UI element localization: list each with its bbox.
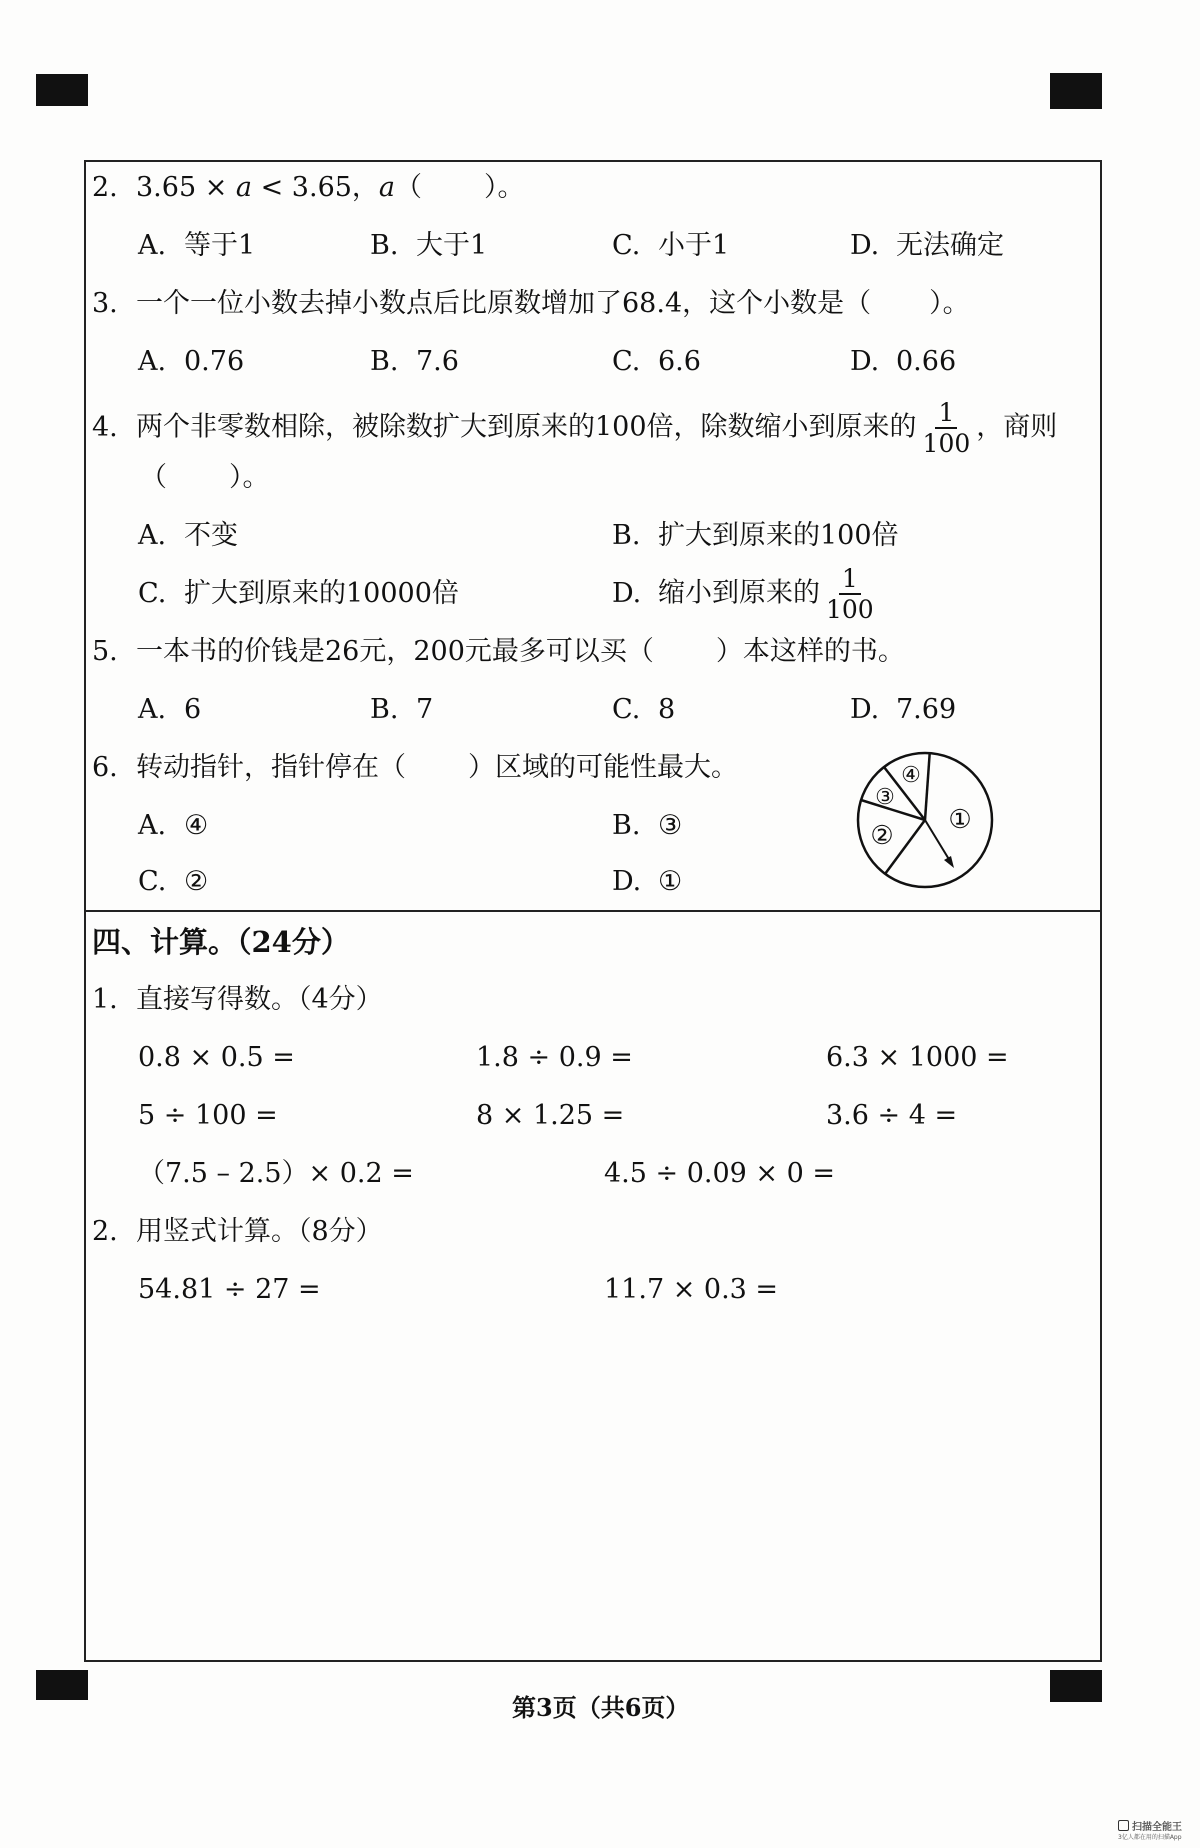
q6-option-c: C. ② (138, 866, 209, 897)
calc-item: 5 ÷ 100 = (138, 1100, 278, 1131)
q3-option-b: B. 7.6 (370, 346, 459, 377)
spinner-pointer (925, 820, 950, 861)
registration-mark-top-left (36, 74, 88, 106)
q5-option-c: C. 8 (612, 694, 676, 725)
q3-option-c: C. 6.6 (612, 346, 701, 377)
fraction: $\frac{1}{100}$ (922, 398, 971, 458)
q4-option-a: A. 不变 (138, 520, 238, 551)
spinner-divider (925, 753, 930, 820)
spinner-label-4: ④ (901, 763, 921, 788)
registration-mark-bottom-right (1050, 1670, 1102, 1702)
q2-option-d: D. 无法确定 (850, 230, 1004, 261)
question-6: 6. 转动指针，指针停在（ ）区域的可能性最大。 (92, 752, 738, 783)
q6-option-b: B. ③ (612, 810, 683, 841)
question-5: 5. 一本书的价钱是26元，200元最多可以买（ ）本这样的书。 (92, 636, 905, 667)
q2-option-b: B. 大于1 (370, 230, 488, 261)
q3-option-a: A. 0.76 (138, 346, 245, 377)
q5-option-b: B. 7 (370, 694, 434, 725)
question-4: 4. 两个非零数相除，被除数扩大到原来的100倍，除数缩小到原来的 $\frac{1}{100}$ ，商则 (92, 398, 1058, 458)
question-3: 3. 一个一位小数去掉小数点后比原数增加了68.4，这个小数是（ ）。 (92, 288, 970, 319)
q6-option-d: D. ① (612, 866, 683, 897)
spinner-label-1: ① (948, 805, 972, 835)
scanner-logo-icon (1118, 1820, 1129, 1831)
calc-item: 1.8 ÷ 0.9 = (476, 1042, 633, 1073)
q2-option-a: A. 等于1 (138, 230, 256, 261)
spinner-diagram (850, 740, 1000, 900)
part-2-title: 2. 用竖式计算。（8分） (92, 1216, 383, 1247)
scanner-watermark-title: 扫描全能王 (1132, 1822, 1182, 1833)
calc-item: （7.5 – 2.5）× 0.2 = (138, 1158, 414, 1189)
question-4-answer-line: （ ）。 (140, 462, 270, 493)
page-number: 第3页（共6页） (512, 1693, 690, 1722)
spinner-pointer-head (944, 856, 954, 868)
registration-mark-bottom-left (36, 1670, 88, 1700)
scanner-watermark-subtitle: 3亿人都在用的扫描App (1118, 1834, 1182, 1841)
q5-option-d: D. 7.69 (850, 694, 957, 725)
q5-option-a: A. 6 (138, 694, 202, 725)
registration-mark-top-right (1050, 73, 1102, 109)
q3-option-d: D. 0.66 (850, 346, 957, 377)
spinner-label-3: ③ (875, 785, 895, 810)
calc-item: 54.81 ÷ 27 = (138, 1274, 321, 1305)
q2-option-c: C. 小于1 (612, 230, 730, 261)
spinner-label-2: ② (870, 821, 894, 851)
part-1-title: 1. 直接写得数。（4分） (92, 984, 383, 1015)
scanner-watermark (1118, 1818, 1198, 1844)
calc-item: 3.6 ÷ 4 = (826, 1100, 958, 1131)
calc-item: 0.8 × 0.5 = (138, 1042, 295, 1073)
q4-option-b: B. 扩大到原来的100倍 (612, 520, 899, 551)
calc-item: 4.5 ÷ 0.09 × 0 = (604, 1158, 836, 1189)
fraction: $\frac{1}{100}$ (826, 564, 874, 624)
calc-item: 8 × 1.25 = (476, 1100, 625, 1131)
section-4-title: 四、计算。（24分） (92, 925, 350, 959)
calc-item: 6.3 × 1000 = (826, 1042, 1009, 1073)
question-2: 2. 3.65 × a < 3.65，a（ ）。 (92, 172, 525, 203)
q4-option-c: C. 扩大到原来的10000倍 (138, 578, 459, 609)
q6-option-a: A. ④ (138, 810, 209, 841)
calc-item: 11.7 × 0.3 = (604, 1274, 779, 1305)
q4-option-d: D. 缩小到原来的 $\frac{1}{100}$ (612, 564, 874, 624)
